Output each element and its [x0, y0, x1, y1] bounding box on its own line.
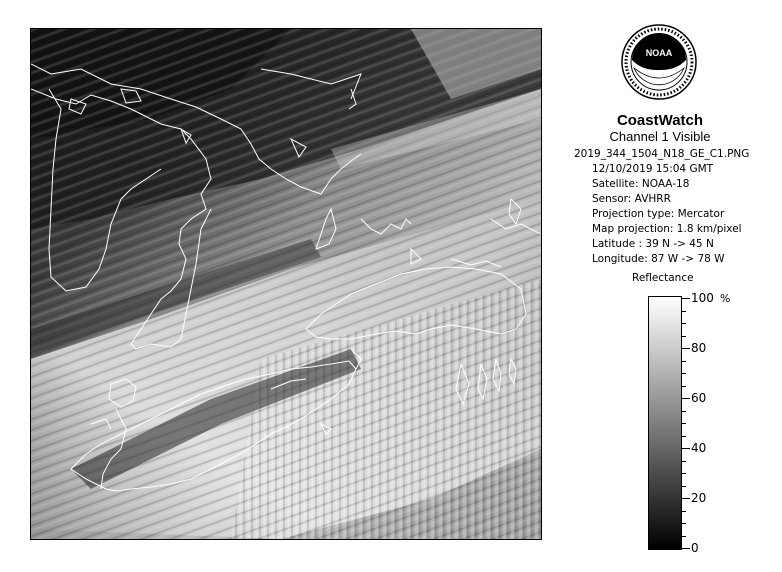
colorbar-tick-label: 40 [691, 441, 707, 455]
colorbar-tick [682, 311, 686, 312]
colorbar-tick-label: 60 [691, 391, 707, 405]
colorbar-tick [682, 386, 686, 387]
satellite-info: Satellite: NOAA-18 [592, 178, 690, 190]
latitude-range: Latitude : 39 N -> 45 N [592, 238, 714, 250]
colorbar-tick [682, 486, 686, 487]
colorbar-tick [682, 336, 686, 337]
colorbar-tick [682, 323, 686, 324]
page-title: CoastWatch [616, 112, 704, 129]
colorbar-tick [682, 536, 686, 537]
reflectance-colorbar [648, 296, 682, 550]
sensor-info: Sensor: AVHRR [592, 193, 671, 205]
colorbar-tick [682, 436, 686, 437]
colorbar-tick [682, 398, 690, 399]
satellite-image-svg [31, 29, 541, 539]
logo-text: NOAA [645, 48, 673, 58]
datetime: 12/10/2019 15:04 GMT [592, 163, 714, 175]
colorbar-tick [682, 361, 686, 362]
colorbar-tick [682, 373, 686, 374]
colorbar-tick [682, 498, 690, 499]
colorbar-tick-label: 100 [691, 291, 714, 305]
colorbar-tick [682, 473, 686, 474]
colorbar-tick [682, 523, 686, 524]
colorbar-tick [682, 461, 686, 462]
legend-unit: % [720, 292, 731, 305]
colorbar-tick [682, 448, 690, 449]
colorbar-tick-label: 80 [691, 341, 707, 355]
channel-label: Channel 1 Visible [609, 129, 711, 144]
colorbar-tick [682, 423, 686, 424]
legend-title: Reflectance [632, 272, 694, 284]
noaa-logo [620, 20, 698, 110]
colorbar-tick-label: 0 [691, 541, 699, 555]
satellite-image [30, 28, 542, 540]
colorbar-tick [682, 348, 690, 349]
map-projection: Map projection: 1.8 km/pixel [592, 223, 742, 235]
noaa-logo-icon [620, 20, 698, 110]
projection-type: Projection type: Mercator [592, 208, 725, 220]
colorbar-tick [682, 511, 686, 512]
file-name: 2019_344_1504_N18_GE_C1.PNG [574, 148, 750, 160]
longitude-range: Longitude: 87 W -> 78 W [592, 253, 725, 265]
colorbar-tick [682, 548, 690, 549]
colorbar-tick [682, 298, 690, 299]
colorbar-tick [682, 411, 686, 412]
colorbar-tick-label: 20 [691, 491, 707, 505]
